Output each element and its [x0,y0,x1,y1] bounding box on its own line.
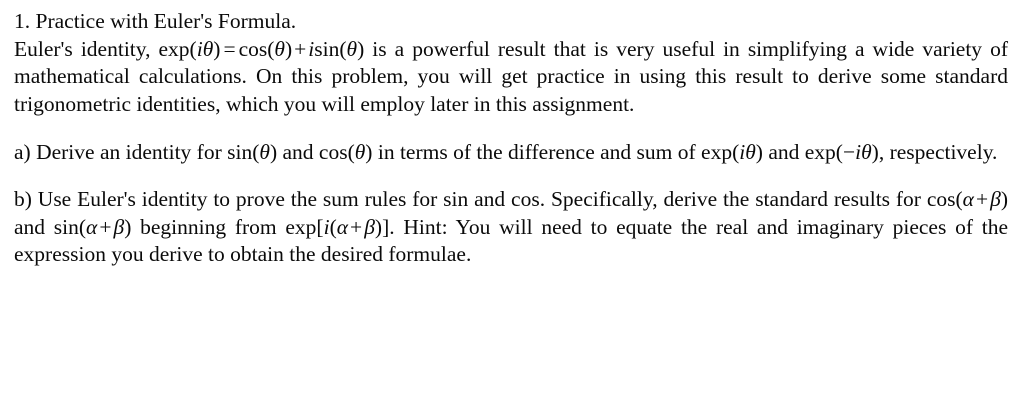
part-a-cos-expression [319,140,373,164]
alpha-symbol: α [336,214,349,239]
imaginary-unit: i [196,37,203,62]
exp-close: ] [382,214,390,239]
alpha-symbol: α [86,214,98,239]
theta-symbol: θ [354,139,366,164]
part-b-paragraph [14,186,1008,268]
paren-close: ) [374,214,383,239]
part-a-text-4: and [762,139,805,164]
sin-open: sin( [314,37,347,62]
plus-sign: + [975,187,989,212]
part-b-label: b) [14,187,32,212]
problem-title-text: Practice with Euler's Formula. [35,9,297,33]
cos-open: cos( [318,139,355,164]
imaginary-unit-2: i [308,37,315,62]
part-a-paragraph [14,139,1008,166]
paragraph-spacer [14,118,1008,139]
part-b-exp-expression [285,215,389,239]
cos-open: cos( [238,37,275,62]
minus-sign: − [842,139,856,164]
imaginary-unit: i [855,139,862,164]
part-a-label: a) [14,139,31,164]
part-a-exp-expression [701,140,763,164]
exp-open: exp( [701,139,740,164]
cos-close: ) [284,37,293,62]
exp-close: ) [213,37,221,62]
intro-lead: Euler's identity, [14,37,159,62]
part-a-text-1: Derive an identity for [30,139,228,164]
paragraph-spacer-2 [14,166,1008,186]
theta-symbol: θ [745,139,756,164]
exp-close: ) [871,139,879,164]
euler-formula [159,37,365,61]
theta-symbol: θ [861,139,872,164]
plus-sign: + [350,214,363,239]
sin-open: sin( [227,139,260,164]
plus-sign: + [294,37,307,62]
sin-theta-symbol: θ [346,37,358,62]
cos-open: cos( [926,187,963,212]
exp-close: ) [755,139,763,164]
part-a-exp-neg-expression [805,140,879,164]
sin-close: ) [124,214,132,239]
problem-number: 1. [14,9,31,33]
paren-open: ( [329,214,337,239]
theta-symbol: θ [259,139,270,164]
plus-sign: + [99,214,112,239]
beta-symbol: β [364,214,375,239]
sin-close: ) [269,139,278,164]
part-b-cos-sum-expression [927,187,1008,211]
exp-open: exp( [804,139,843,164]
problem-title [14,8,1008,35]
intro-paragraph [14,36,1008,118]
part-a-text-3: in terms of the difference and sum of [372,139,702,164]
part-b-text-2: and [14,214,54,239]
cos-close: ) [365,139,373,164]
part-b-sin-sum-expression [54,215,132,239]
equals-sign: = [223,37,236,62]
sin-open: sin( [53,214,87,239]
imaginary-unit: i [739,139,746,164]
alpha-symbol: α [962,187,974,212]
exp-open: exp( [158,37,197,62]
beta-symbol: β [990,187,1001,212]
theta-symbol: θ [202,37,214,62]
part-a-text-5: , respectively. [878,139,998,164]
part-b-text-4: . Hint: You will need to equate the real and imaginary pieces of the expression you derive to obtain the desired formulae. [14,214,1008,266]
beta-symbol: β [113,214,125,239]
part-b-text-1: Use Euler's identity to prove the sum rules for sin and cos. Specifically, derive the standard results for [31,187,927,212]
sin-close: ) [357,37,365,62]
intro-rest: is a powerful result that is very useful in simplifying a wide variety of mathematical calculations. On this problem, you will get practice in using this result to derive some standard trigonometric identities, which you will employ later in this assignment. [14,37,1008,116]
cos-close: ) [1000,187,1008,212]
cos-theta-symbol: θ [274,37,285,62]
part-a-text-2: and [277,139,319,164]
imaginary-unit: i [323,214,330,239]
part-a-sin-expression [227,140,277,164]
exp-open: exp[ [285,214,324,239]
part-b-text-3: beginning from [131,214,286,239]
